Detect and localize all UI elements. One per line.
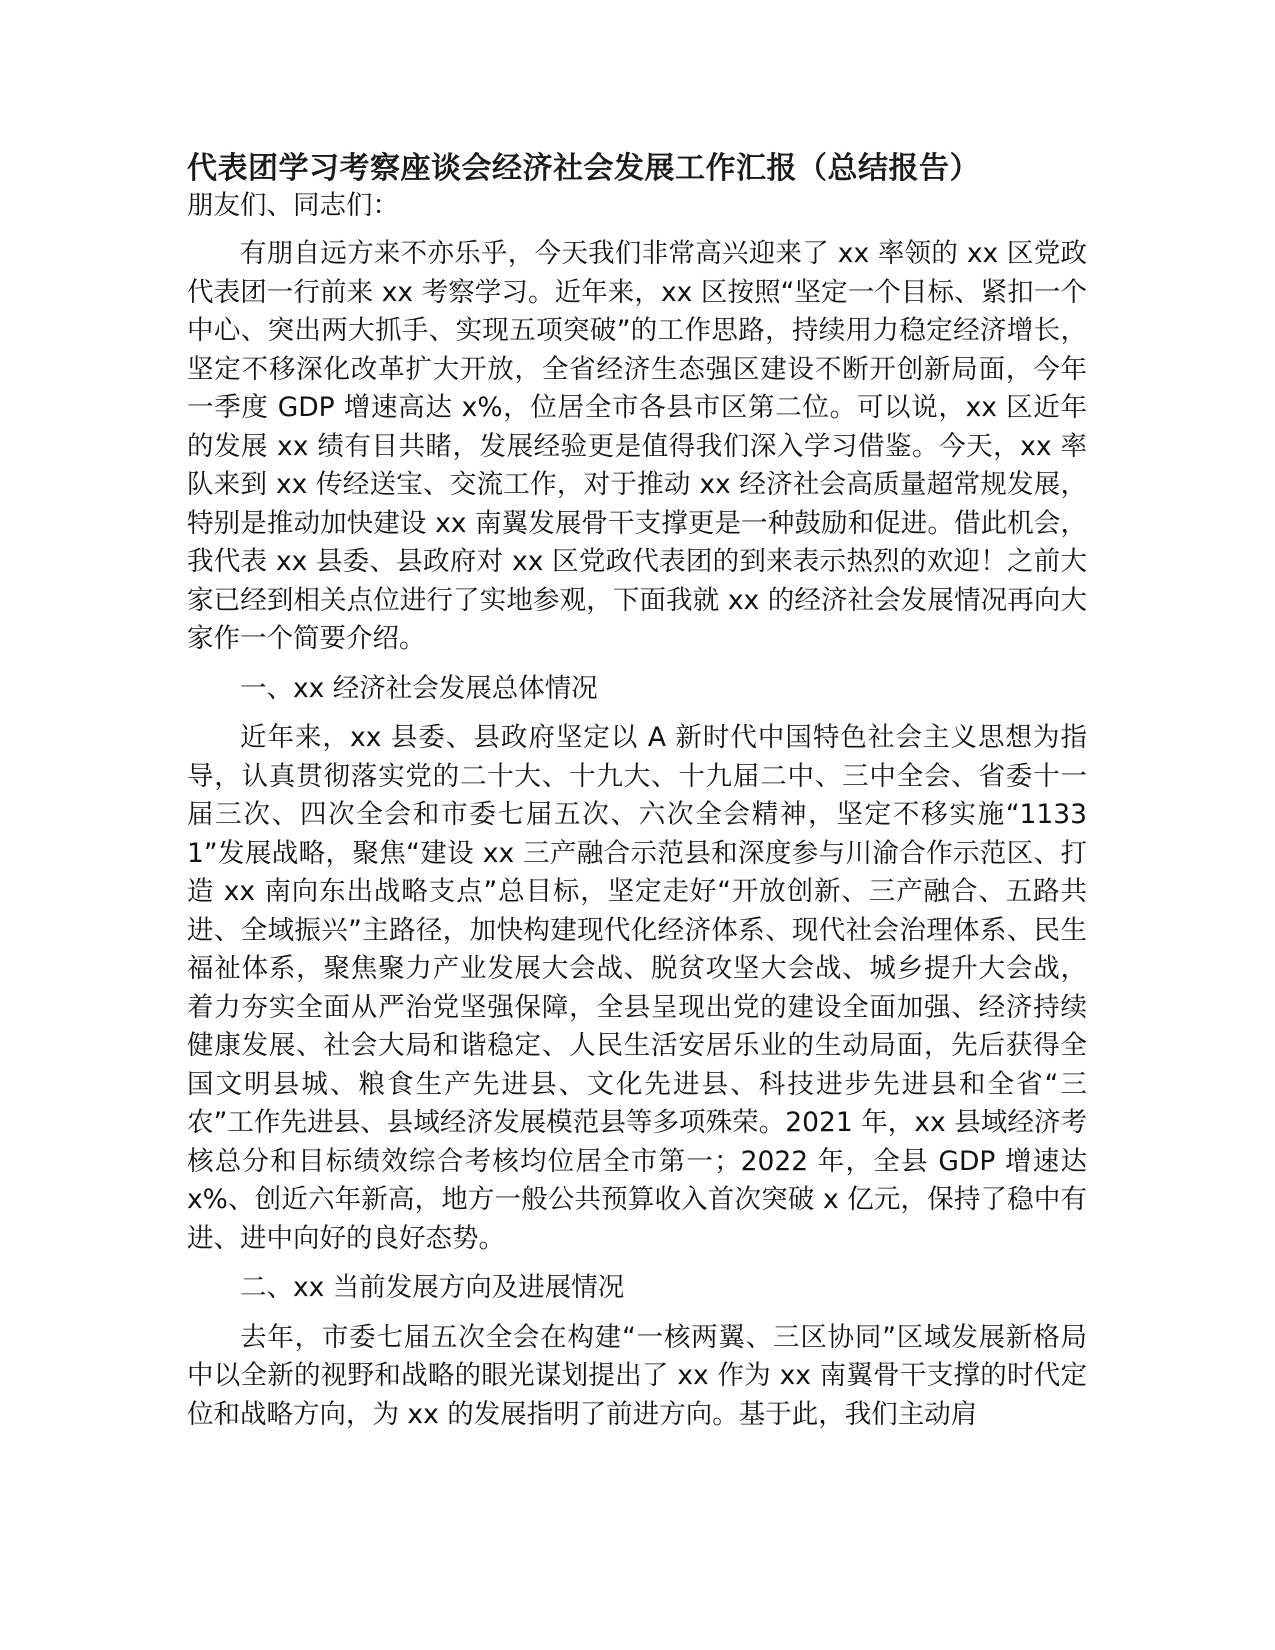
paragraph-overview: 近年来，xx 县委、县政府坚定以 A 新时代中国特色社会主义思想为指导，认真贯彻落实党的二十大、十九大、十九届二中、三中全会、省委十一届三次、四次全会和市委七届五次、六次全会精神，坚定不移实施“11331”发展战略，聚焦“建设 xx 三产融合示范县和深度参与川渝合作示范区、打造 xx 南向东出战略支点”总目标，坚定走好“开放创新、三产融合、五路共进、全域振兴”主路径，加快构建现代化经济体系、现代社会治理体系、民生福祉体系，聚焦聚力产业发展大会战、脱贫攻坚大会战、城乡提升大会战，着力夯实全面从严治党坚强保障，全县呈现出党的建设全面加强、经济持续健康发展、社会大局和谐稳定、人民生活安居乐业的生动局面，先后获得全国文明县城、粮食生产先进县、文化先进县、科技进步先进县和全省“三农”工作先进县、县域经济发展模范县等多项殊荣。2021 年，xx 县域经济考核总分和目标绩效综合考核均位居全市第一；2022 年，全县 GDP 增速达 x%、创近六年新高，地方一般公共预算收入首次突破 x 亿元，保持了稳中有进、进中向好的良好态势。 xyxy=(187,722,1087,1254)
document-body xyxy=(187,150,1087,1445)
paragraph-intro: 有朋自远方来不亦乐乎，今天我们非常高兴迎来了 xx 率领的 xx 区党政代表团一行前来 xx 考察学习。近年来，xx 区按照“坚定一个目标、紧扣一个中心、突出两大抓手、实现五项突破”的工作思路，持续用力稳定经济增长，坚定不移深化改革扩大开放，全省经济生态强区建设不断开创新局面，今年一季度 GDP 增速高达 x%，位居全市各县市区第二位。可以说，xx 区近年的发展 xx 绩有目共睹，发展经验更是值得我们深入学习借鉴。今天，xx 率队来到 xx 传经送宝、交流工作，对于推动 xx 经济社会高质量超常规发展，特别是推动加快建设 xx 南翼发展骨干支撑更是一种鼓励和促进。借此机会，我代表 xx 县委、县政府对 xx 区党政代表团的到来表示热烈的欢迎！之前大家已经到相关点位进行了实地参观，下面我就 xx 的经济社会发展情况再向大家作一个简要介绍。 xyxy=(187,238,1087,654)
salutation: 朋友们、同志们： xyxy=(187,190,399,221)
paragraph-direction: 去年，市委七届五次全会在构建“一核两翼、三区协同”区域发展新格局中以全新的视野和战略的眼光谋划提出了 xx 作为 xx 南翼骨干支撑的时代定位和战略方向，为 xx 的发展指明了前进方向。基于此，我们主动肩 xyxy=(187,1321,1087,1430)
section-heading-2: 二、xx 当前发展方向及进展情况 xyxy=(240,1272,625,1303)
section-heading-1: 一、xx 经济社会发展总体情况 xyxy=(240,672,598,704)
document-title: 代表团学习考察座谈会经济社会发展工作汇报（总结报告） xyxy=(187,151,980,186)
